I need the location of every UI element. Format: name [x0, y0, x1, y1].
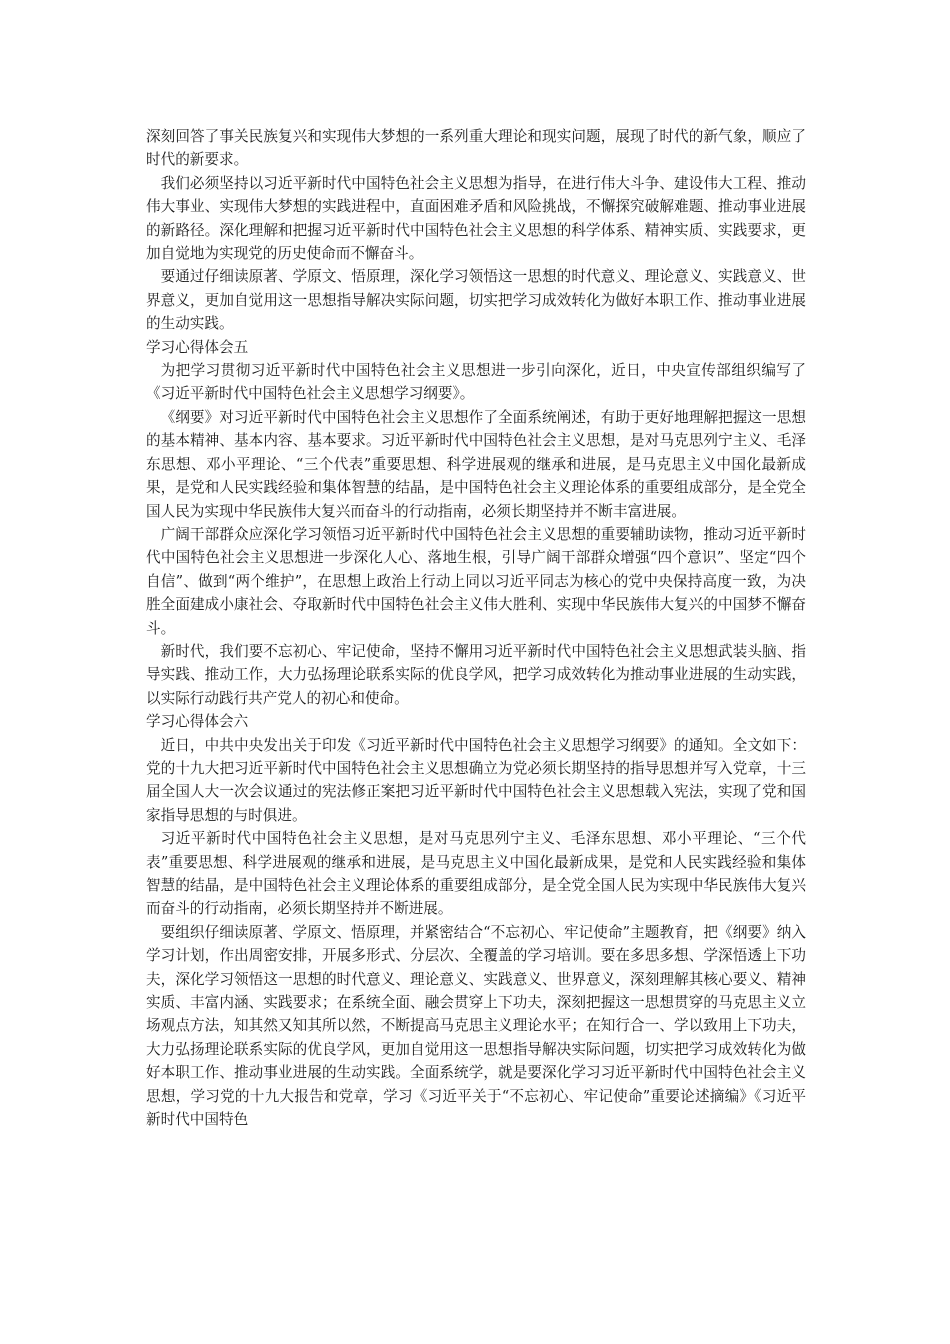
- section-heading-5: 学习心得体会五: [146, 338, 249, 356]
- paragraph-7: 新时代，我们要不忘初心、牢记使命，坚持不懈用习近平新时代中国特色社会主义思想武装头脑、指导实践、推动工作，大力弘扬理论联系实际的优良学风，把学习成效转化为推动事业进展的生动实践，以实际行动践行共产党人的初心和使命。: [146, 642, 806, 707]
- paragraph-8: 近日，中共中央发出关于印发《习近平新时代中国特色社会主义思想学习纲要》的通知。全文如下：党的十九大把习近平新时代中国特色社会主义思想确立为党必须长期坚持的指导思想并写入党章，十三届全国人大一次会议通过的宪法修正案把习近平新时代中国特色社会主义思想载入宪法，实现了党和国家指导思想的与时俱进。: [146, 736, 806, 824]
- paragraph-10: 要组织仔细读原著、学原文、悟原理，并紧密结合“不忘初心、牢记使命”主题教育，把《纲要》纳入学习计划，作出周密安排，开展多形式、分层次、全覆盖的学习培训。要在多思多想、学深悟透上下功夫，深化学习领悟这一思想的时代意义、理论意义、实践意义、世界意义，深刻理解其核心要义、精神实质、丰富内涵、实践要求；在系统全面、融会贯穿上下功夫，深刻把握这一思想贯穿的马克思主义立场观点方法，知其然又知其所以然，不断提高马克思主义理论水平；在知行合一、学以致用上下功夫，大力弘扬理论联系实际的优良学风，更加自觉用这一思想指导解决实际问题，切实把学习成效转化为做好本职工作、推动事业进展的生动实践。全面系统学，就是要深化学习习近平新时代中国特色社会主义思想，学习党的十九大报告和党章，学习《习近平关于“不忘初心、牢记使命”重要论述摘编》《习近平新时代中国特色: [146, 923, 806, 1129]
- paragraph-3: 要通过仔细读原著、学原文、悟原理，深化学习领悟这一思想的时代意义、理论意义、实践意义、世界意义，更加自觉用这一思想指导解决实际问题，切实把学习成效转化为做好本职工作、推动事业进展的生动实践。: [146, 268, 806, 333]
- paragraph-9: 习近平新时代中国特色社会主义思想，是对马克思列宁主义、毛泽东思想、邓小平理论、“三个代表”重要思想、科学进展观的继承和进展，是马克思主义中国化最新成果，是党和人民实践经验和集体智慧的结晶，是中国特色社会主义理论体系的重要组成部分，是全党全国人民为实现中华民族伟大复兴而奋斗的行动指南，必须长期坚持并不断进展。: [146, 830, 806, 918]
- paragraph-4: 为把学习贯彻习近平新时代中国特色社会主义思想进一步引向深化，近日，中央宣传部组织编写了《习近平新时代中国特色社会主义思想学习纲要》。: [146, 362, 806, 403]
- paragraph-2: 我们必须坚持以习近平新时代中国特色社会主义思想为指导，在进行伟大斗争、建设伟大工程、推动伟大事业、实现伟大梦想的实践进程中，直面困难矛盾和风险挑战，不懈探究破解难题、推动事业进展的新路径。深化理解和把握习近平新时代中国特色社会主义思想的科学体系、精神实质、实践要求，更加自觉地为实现党的历史使命而不懈奋斗。: [146, 174, 806, 263]
- document-body: [146, 125, 806, 1131]
- paragraph-5: 《纲要》对习近平新时代中国特色社会主义思想作了全面系统阐述，有助于更好地理解把握这一思想的基本精神、基本内容、基本要求。习近平新时代中国特色社会主义思想，是对马克思列宁主义、毛泽东思想、邓小平理论、“三个代表”重要思想、科学进展观的继承和进展，是马克思主义中国化最新成果，是党和人民实践经验和集体智慧的结晶，是中国特色社会主义理论体系的重要组成部分，是全党全国人民为实现中华民族伟大复兴而奋斗的行动指南，必须长期坚持并不断丰富进展。: [146, 408, 806, 520]
- paragraph-6: 广阔干部群众应深化学习领悟习近平新时代中国特色社会主义思想的重要辅助读物，推动习近平新时代中国特色社会主义思想进一步深化人心、落地生根，引导广阔干部群众增强“四个意识”、坚定“四个自信”、做到“两个维护”，在思想上政治上行动上同以习近平同志为核心的党中央保持高度一致，为决胜全面建成小康社会、夺取新时代中国特色社会主义伟大胜利、实现中华民族伟大复兴的中国梦不懈奋斗。: [146, 525, 806, 637]
- paragraph-1: 深刻回答了事关民族复兴和实现伟大梦想的一系列重大理论和现实问题，展现了时代的新气象，顺应了时代的新要求。: [146, 128, 806, 169]
- section-heading-6: 学习心得体会六: [146, 713, 249, 731]
